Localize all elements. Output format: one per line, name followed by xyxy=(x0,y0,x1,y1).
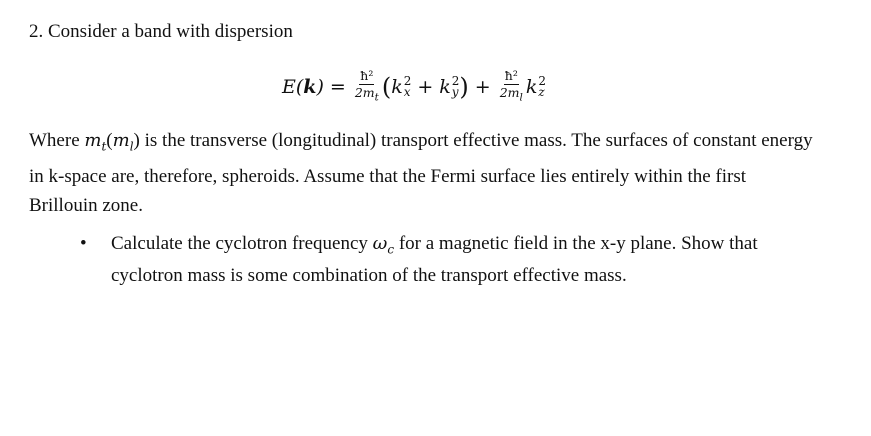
kx-superscript: 2 xyxy=(403,74,412,88)
plus-sign: + xyxy=(417,76,434,98)
list-item xyxy=(80,231,780,289)
denominator-text: 2m xyxy=(499,85,520,101)
ky-term: k xyxy=(439,76,451,98)
energy-symbol: E xyxy=(282,76,296,98)
fraction-denominator xyxy=(354,85,380,105)
kz-subscript: z xyxy=(538,85,545,99)
kx-term: k xyxy=(391,76,403,98)
mass-symbol: m xyxy=(112,130,130,151)
longitudinal-mass-symbol xyxy=(112,130,134,154)
paragraph-text: Where xyxy=(29,130,85,151)
fraction-denominator xyxy=(499,85,524,105)
problem-heading: 2. Consider a band with dispersion xyxy=(29,21,293,42)
kz-scripts xyxy=(538,76,546,98)
list-item-text: for a magnetic field in the x-y plane. Show that cyclotron mass is some combination of the transport effective mass. xyxy=(111,233,758,286)
denominator-text: 2m xyxy=(354,85,375,101)
equals-sign: = xyxy=(329,76,346,98)
mass-symbol: m xyxy=(84,130,102,151)
equation-lhs: E(k) xyxy=(282,76,324,98)
description-paragraph xyxy=(29,126,819,220)
fraction-numerator: ħ² xyxy=(360,68,374,84)
fraction-longitudinal xyxy=(499,69,524,105)
close-paren: ) xyxy=(459,73,469,101)
plus-sign: + xyxy=(474,76,491,98)
fraction-transverse xyxy=(354,69,380,105)
open-paren: ( xyxy=(381,73,392,101)
kz-term: k xyxy=(525,76,538,98)
dispersion-equation xyxy=(282,64,546,110)
wavevector-symbol: k xyxy=(303,76,317,98)
mass-subscript: t xyxy=(101,139,107,154)
ky-superscript: 2 xyxy=(451,74,460,88)
ky-scripts xyxy=(452,76,460,98)
denominator-subscript: l xyxy=(519,91,523,104)
close-paren: ) xyxy=(133,130,140,151)
cyclotron-frequency-symbol xyxy=(372,233,395,257)
open-paren: ( xyxy=(106,130,113,151)
kz-superscript: 2 xyxy=(538,74,547,88)
kx-subscript: x xyxy=(403,85,411,99)
ky-subscript: y xyxy=(451,85,459,99)
omega-subscript: c xyxy=(387,242,395,257)
mass-subscript: l xyxy=(129,139,134,154)
omega-symbol: ω xyxy=(372,233,388,254)
fraction-numerator: ħ² xyxy=(504,68,518,84)
transverse-mass-symbol xyxy=(84,130,107,154)
task-list xyxy=(80,231,780,289)
paragraph-text: is the transverse (longitudinal) transport effective mass. The surfaces of constant energy in k-space are, therefore, spheroids. Assume that the Fermi surface lies entirely within the first Brillouin zone. xyxy=(29,130,813,216)
bullet-icon: • xyxy=(80,233,87,254)
kx-scripts xyxy=(404,76,412,98)
denominator-subscript: t xyxy=(374,91,379,104)
list-item-text: Calculate the cyclotron frequency xyxy=(111,233,373,254)
